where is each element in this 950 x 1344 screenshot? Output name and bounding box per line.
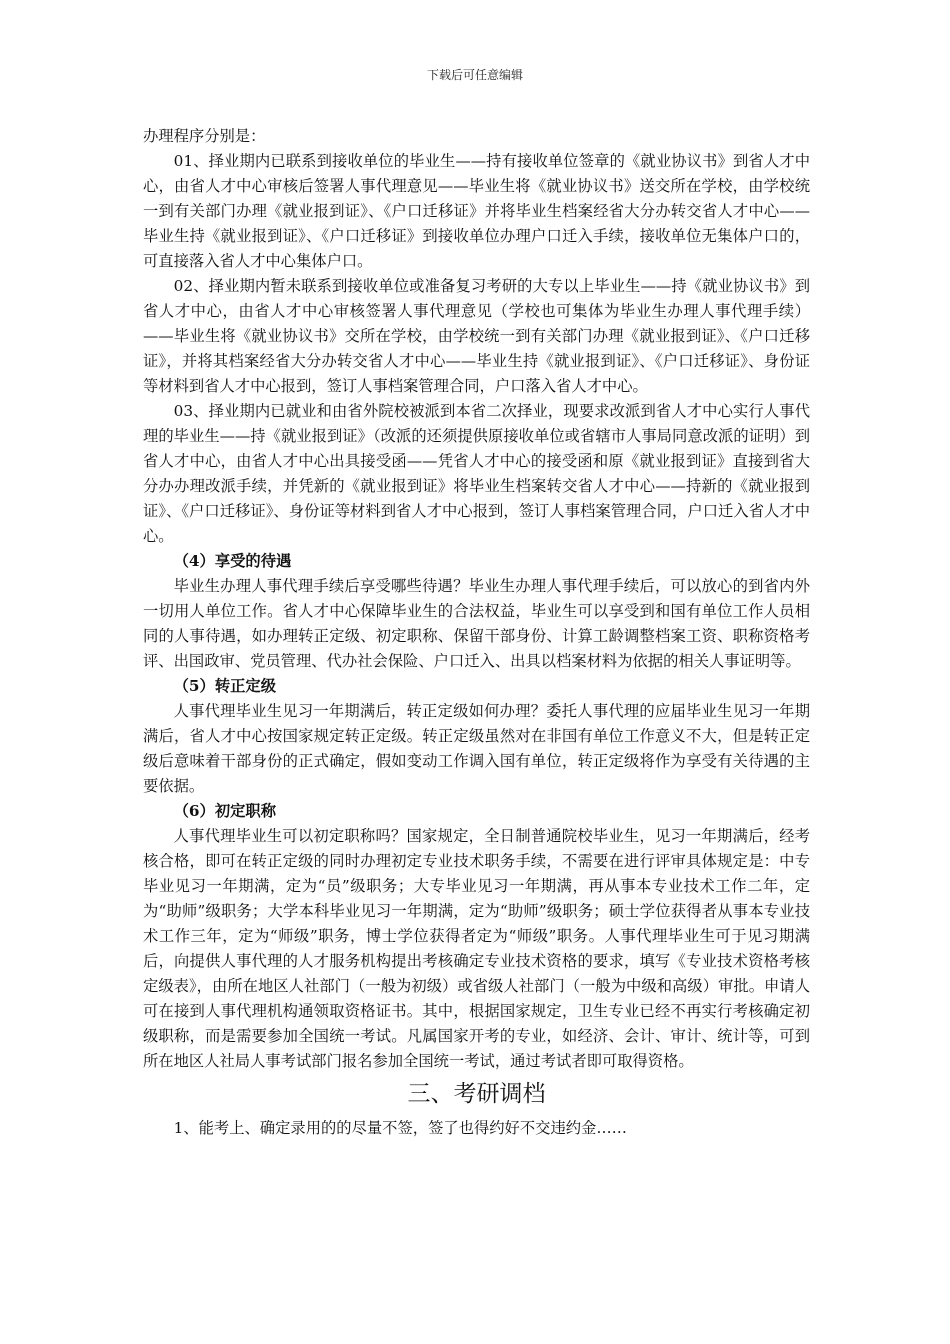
section-heading: 三、考研调档 xyxy=(407,1081,546,1107)
page-header: 下载后可任意编辑 xyxy=(426,68,523,82)
procedure-item-02: 02、择业期内暂未联系到接收单位或准备复习考研的大专以上毕业生——持《就业协议书》到省人才中心，由省人才中心审核签署人事代理意见（学校也可集体为毕业生办理人事代理手续）——毕业生将《就业协议书》交所在学校，由学校统一到有关部门办理《就业报到证》、《户口迁移证》，并将其档案经省大分办转交省人才中心——毕业生持《就业报到证》、《户口迁移证》、身份证等材料到省人才中心报到，签订人事档案管理合同，户口落入省人才中心。 xyxy=(143,277,810,395)
benefits-paragraph: 毕业生办理人事代理手续后享受哪些待遇？毕业生办理人事代理手续后，可以放心的到省内外一切用人单位工作。省人才中心保障毕业生的合法权益，毕业生可以享受到和国有单位工作人员相同的人事待遇，如办理转正定级、初定职称、保留干部身份、计算工龄调整档案工资、职称资格考评、出国政审、党员管理、代办社会保险、户口迁入、出具以档案材料为依据的相关人事证明等。 xyxy=(143,577,810,670)
intro-paragraph: 办理程序分别是： xyxy=(143,127,266,145)
subheading-initial-title: （6）初定职称 xyxy=(173,802,277,820)
document-body xyxy=(143,124,810,1141)
procedure-item-01: 01、择业期内已联系到接收单位的毕业生——持有接收单位签章的《就业协议书》到省人才中心，由省人才中心审核后签署人事代理意见——毕业生将《就业协议书》送交所在学校，由学校统一到有关部门办理《就业报到证》、《户口迁移证》并将毕业生档案经省大分办转交省人才中心——毕业生持《就业报到证》、《户口迁移证》到接收单位办理户口迁入手续，接收单位无集体户口的，可直接落入省人才中心集体户口。 xyxy=(143,152,810,270)
regularization-paragraph: 人事代理毕业生见习一年期满后，转正定级如何办理？委托人事代理的应届毕业生见习一年期满后，省人才中心按国家规定转正定级。转正定级虽然对在非国有单位工作意义不大，但是转正定级后意味着干部身份的正式确定，假如变动工作调入国有单位，转正定级将作为享受有关待遇的主要依据。 xyxy=(143,702,810,795)
initial-title-paragraph: 人事代理毕业生可以初定职称吗？国家规定，全日制普通院校毕业生，见习一年期满后，经考核合格，即可在转正定级的同时办理初定专业技术职务手续，不需要在进行评审具体规定是：中专毕业见习一年期满，定为“员”级职务；大专毕业见习一年期满，再从事本专业技术工作二年，定为“助师”级职务；大学本科毕业见习一年期满，定为“助师”级职务；硕士学位获得者从事本专业技术工作三年，定为“师级”职务，博士学位获得者定为“师级”职务。人事代理毕业生可于见习期满后，向提供人事代理的人才服务机构提出考核确定专业技术资格的要求，填写《专业技术资格考核定级表》，由所在地区人社部门（一般为初级）或省级人社部门（一般为中级和高级）审批。申请人可在接到人事代理机构通领取资格证书。其中，根据国家规定，卫生专业已经不再实行考核确定初级职称，而是需要参加全国统一考试。凡属国家开考的专业，如经济、会计、审计、统计等，可到所在地区人社局人事考试部门报名参加全国统一考试，通过考试者即可取得资格。 xyxy=(143,827,810,1070)
subheading-regularization: （5）转正定级 xyxy=(173,677,277,695)
subheading-benefits: （4）享受的待遇 xyxy=(173,552,292,570)
section-item-1: 1、能考上、确定录用的的尽量不签，签了也得约好不交违约金…… xyxy=(173,1119,627,1137)
procedure-item-03: 03、择业期内已就业和由省外院校被派到本省二次择业，现要求改派到省人才中心实行人事代理的毕业生——持《就业报到证》（改派的还须提供原接收单位或省辖市人事局同意改派的证明）到省人才中心，由省人才中心出具接受函——凭省人才中心的接受函和原《就业报到证》直接到省大分办办理改派手续，并凭新的《就业报到证》将毕业生档案转交省人才中心——持新的《就业报到证》、《户口迁移证》、身份证等材料到省人才中心报到，签订人事档案管理合同，户口迁入省人才中心。 xyxy=(143,402,810,545)
